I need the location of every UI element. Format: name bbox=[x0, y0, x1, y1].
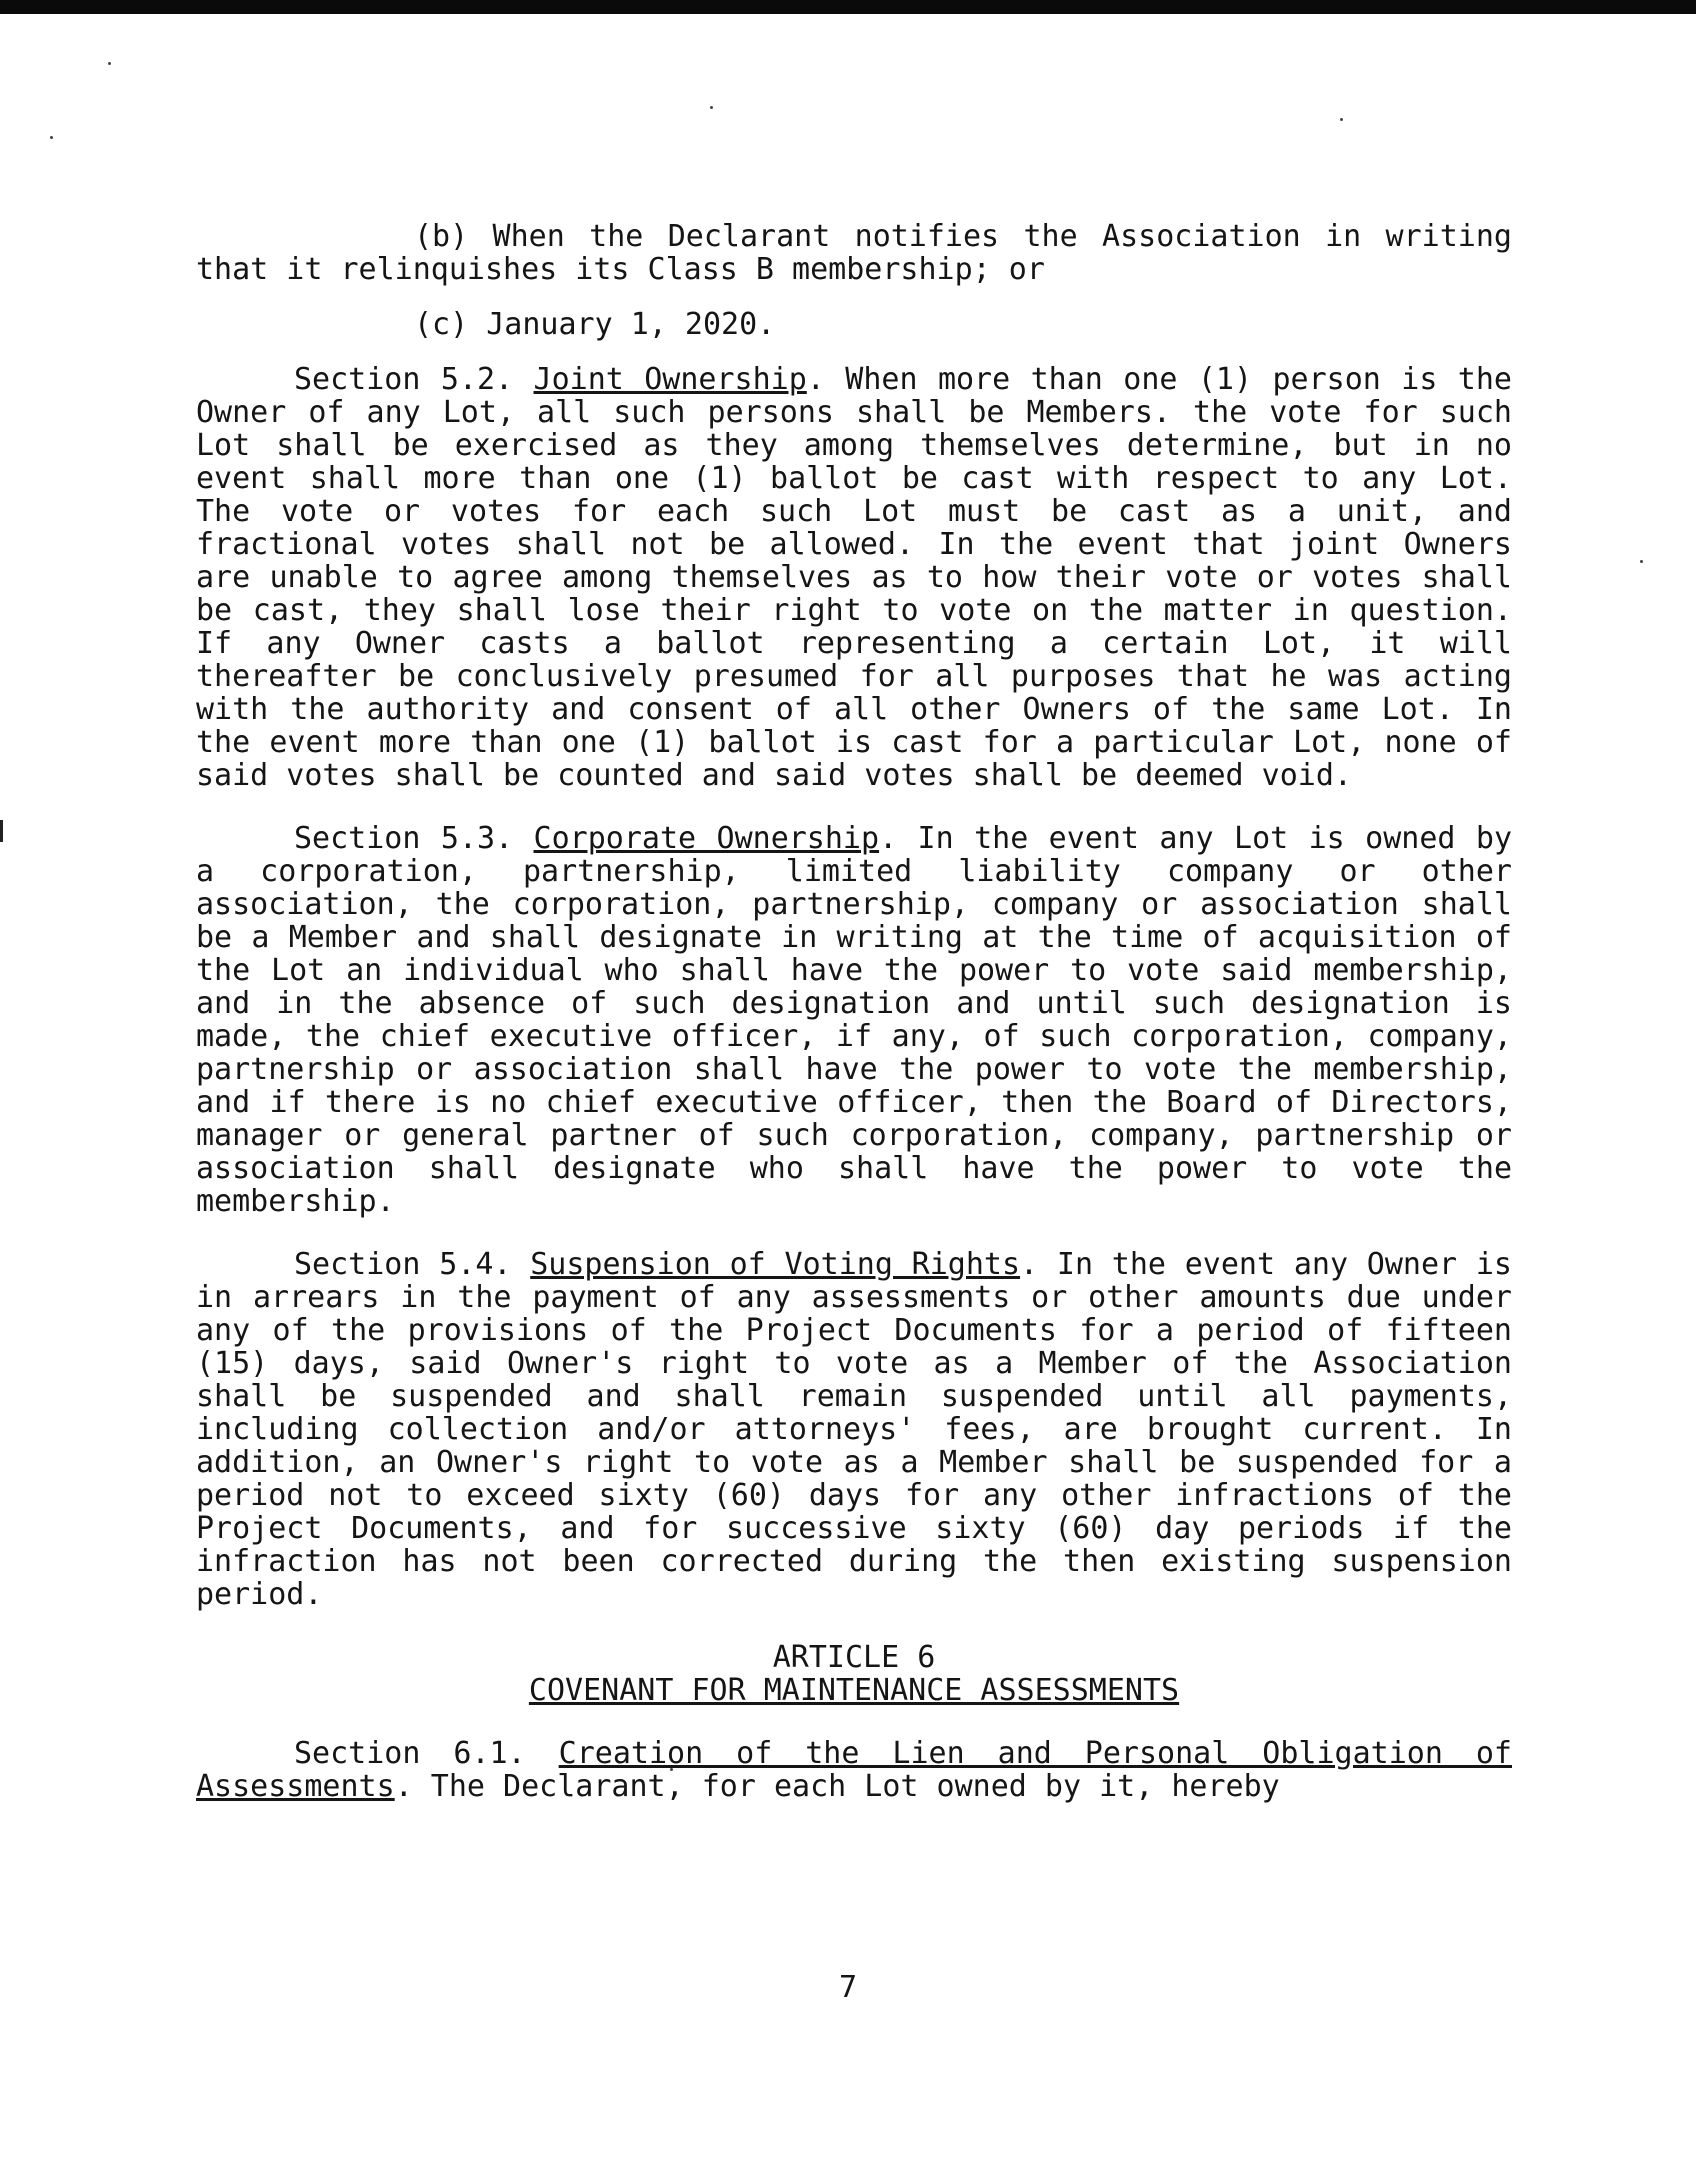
scan-speck bbox=[1340, 118, 1343, 121]
section-heading: Suspension of Voting Rights bbox=[530, 1247, 1021, 1282]
section-5-3 bbox=[196, 822, 1512, 1218]
scan-speck bbox=[710, 106, 713, 109]
scan-speck bbox=[50, 136, 53, 139]
scan-top-border bbox=[0, 0, 1696, 14]
section-number: Section 5.4. bbox=[294, 1247, 512, 1282]
article-title: COVENANT FOR MAINTENANCE ASSESSMENTS bbox=[528, 1673, 1180, 1708]
section-heading: Corporate Ownership bbox=[533, 821, 880, 856]
section-number: Section 5.3. bbox=[294, 821, 514, 856]
section-6-1 bbox=[196, 1737, 1512, 1803]
document-page bbox=[196, 220, 1512, 1803]
section-heading: Joint Ownership bbox=[533, 362, 807, 397]
section-body: . In the event any Lot is owned by a corporation, partnership, limited liability company or other association, the corporation, partnership, company or association shall be a Member and shall designate in writing at the time of acquisition of the Lot an individual who shall have the power to vote said membership, and in the absence of such designation and until such designation is made, the chief executive officer, if any, of such corporation, company, partnership or association shall have the power to vote the membership, and if there is no chief executive officer, then the Board of Directors, manager or general partner of such corporation, company, partnership or association shall designate who shall have the power to vote the membership. bbox=[196, 821, 1513, 1219]
section-number: Section 5.2. bbox=[294, 362, 514, 397]
article-label: ARTICLE 6 bbox=[772, 1640, 936, 1675]
page-number: 7 bbox=[838, 1970, 858, 2005]
clause-c: (c) January 1, 2020. bbox=[414, 307, 776, 342]
scan-speck bbox=[108, 62, 111, 65]
scan-edge-mark bbox=[0, 820, 3, 842]
section-body: . The Declarant, for each Lot owned by it, hereby bbox=[394, 1769, 1280, 1804]
clause-b: (b) When the Declarant notifies the Association in writing that it relinquishes its Class B membership; or bbox=[196, 219, 1512, 287]
section-body: . When more than one (1) person is the Owner of any Lot, all such persons shall be Members. the vote for such Lot shall be exercised as they among themselves determine, but in no event shall more than one (1) ballot be cast with respect to any Lot. The vote or votes for each such Lot must be cast as a unit, and fractional votes shall not be allowed. In the event that joint Owners are unable to agree among themselves as to how their vote or votes shall be cast, they shall lose their right to vote on the matter in question. If any Owner casts a ballot representing a certain Lot, it will thereafter be conclusively presumed for all purposes that he was acting with the authority and consent of all other Owners of the same Lot. In the event more than one (1) ballot is cast for a particular Lot, none of said votes shall be counted and said votes shall be deemed void. bbox=[196, 362, 1512, 793]
section-5-2 bbox=[196, 363, 1512, 792]
scan-speck bbox=[1640, 560, 1643, 563]
section-number: Section 6.1. bbox=[294, 1736, 526, 1771]
section-body: . In the event any Owner is in arrears in the payment of any assessments or other amounts due under any of the provisions of the Project Documents for a period of fifteen (15) days, said Owner's right to vote as a Member of the Association shall be suspended and shall remain suspended until all payments, including collection and/or attorneys' fees, are brought current. In addition, an Owner's right to vote as a Member shall be suspended for a period not to exceed sixty (60) days for any other infractions of the Project Documents, and for successive sixty (60) day periods if the infraction has not been corrected during the then existing suspension period. bbox=[196, 1247, 1512, 1612]
section-heading: Creation of the Lien and Personal Obligation of Assessments bbox=[196, 1736, 1512, 1804]
section-5-4 bbox=[196, 1248, 1512, 1611]
